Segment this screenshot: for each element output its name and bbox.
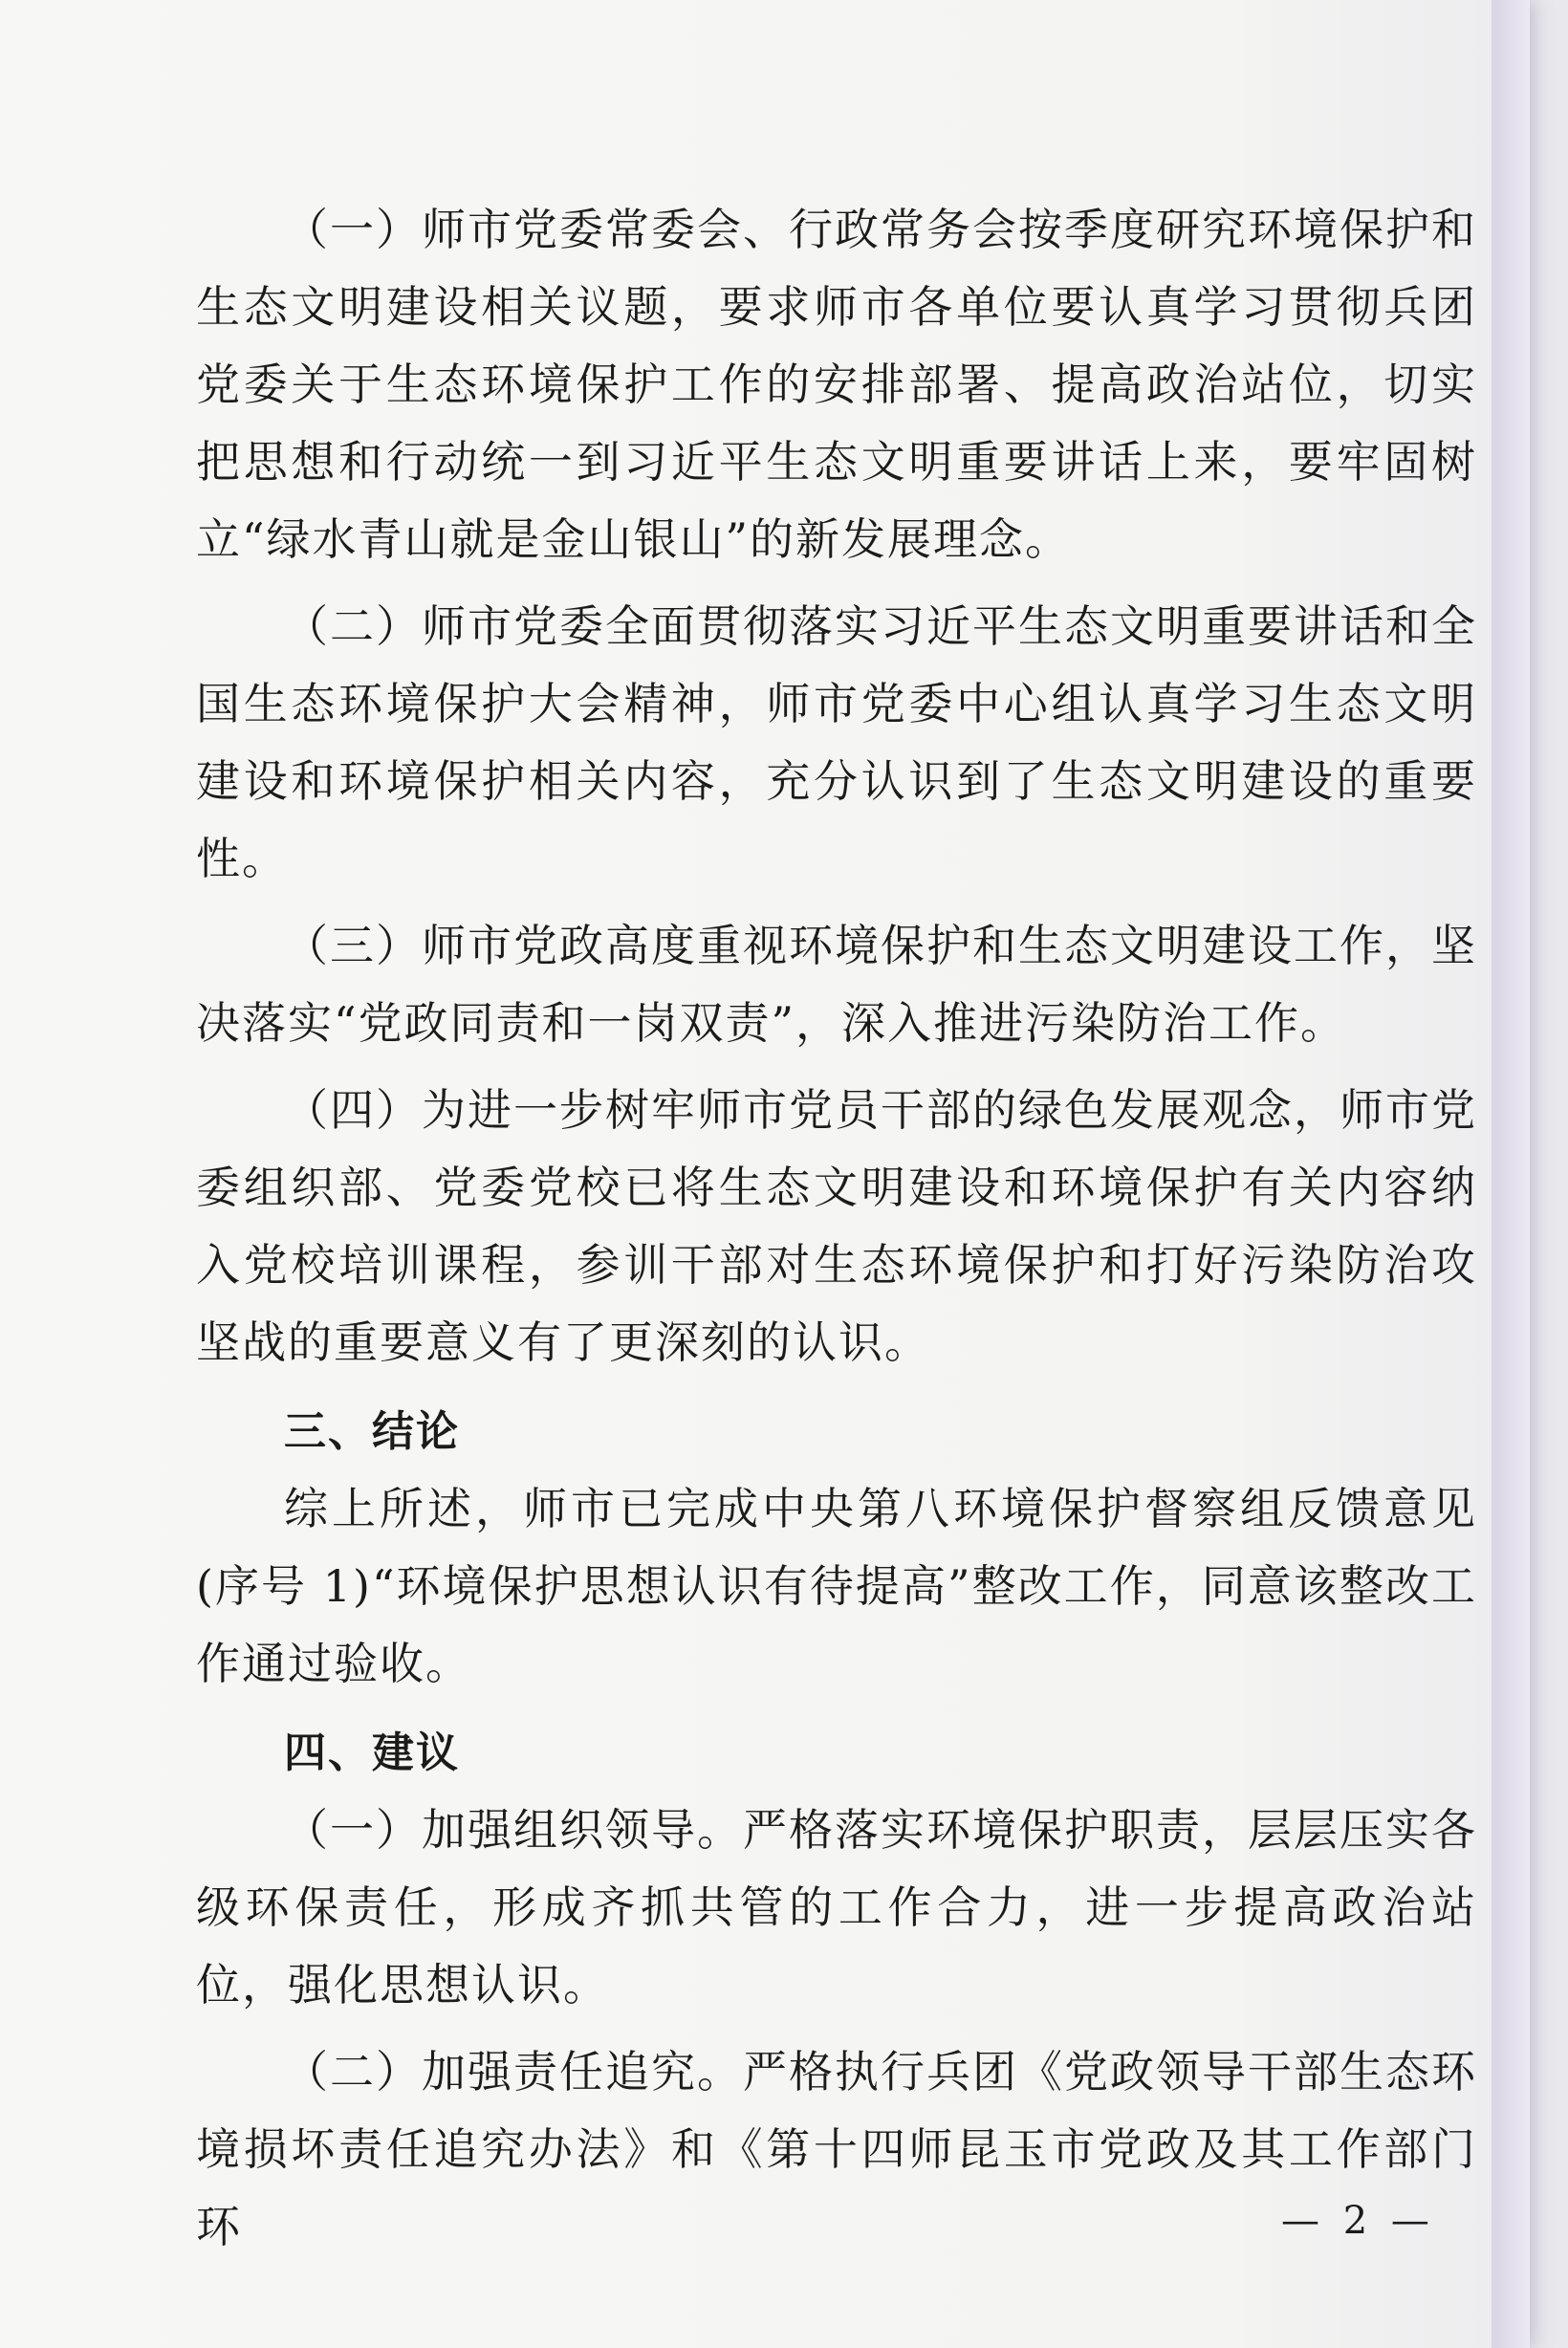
page-number: — 2 —	[1281, 2199, 1435, 2243]
paragraph-3: （三）师市党政高度重视环境保护和生态文明建设工作，坚决落实“党政同责和一岗双责”，深入推进污染防治工作。	[196, 920, 1477, 1049]
conclusion-paragraph: 综上所述，师市已完成中央第八环境保护督察组反馈意见(序号 1)“环境保护思想认识有待提高”整改工作，同意该整改工作通过验收。	[196, 1483, 1477, 1689]
section-heading-conclusion: 三、结论	[284, 1407, 460, 1456]
paragraph-4: （四）为进一步树牢师市党员干部的绿色发展观念，师市党委组织部、党委党校已将生态文明建设和环境保护有关内容纳入党校培训课程，参训干部对生态环境保护和打好污染防治攻坚战的重要意义有了更深刻的认识。	[196, 1084, 1477, 1368]
page-edge-shadow	[1492, 0, 1530, 2348]
paragraph-2: （二）师市党委全面贯彻落实习近平生态文明重要讲话和全国生态环境保护大会精神，师市党委中心组认真学习生态文明建设和环境保护相关内容，充分认识到了生态文明建设的重要性。	[196, 600, 1477, 884]
section-heading-suggestions: 四、建议	[284, 1728, 460, 1777]
paragraph-1: （一）师市党委常委会、行政常务会按季度研究环境保护和生态文明建设相关议题，要求师市各单位要认真学习贯彻兵团党委关于生态环境保护工作的安排部署、提高政治站位，切实把思想和行动统一到习近平生态文明重要讲话上来，要牢固树立“绿水青山就是金山银山”的新发展理念。	[196, 204, 1477, 565]
suggestion-paragraph-1: （一）加强组织领导。严格落实环境保护职责，层层压实各级环保责任，形成齐抓共管的工作合力，进一步提高政治站位，强化思想认识。	[196, 1804, 1477, 2011]
suggestion-paragraph-2: （二）加强责任追究。严格执行兵团《党政领导干部生态环境损坏责任追究办法》和《第十四师昆玉市党政及其工作部门环	[196, 2046, 1477, 2252]
document-body	[196, 191, 1477, 2266]
